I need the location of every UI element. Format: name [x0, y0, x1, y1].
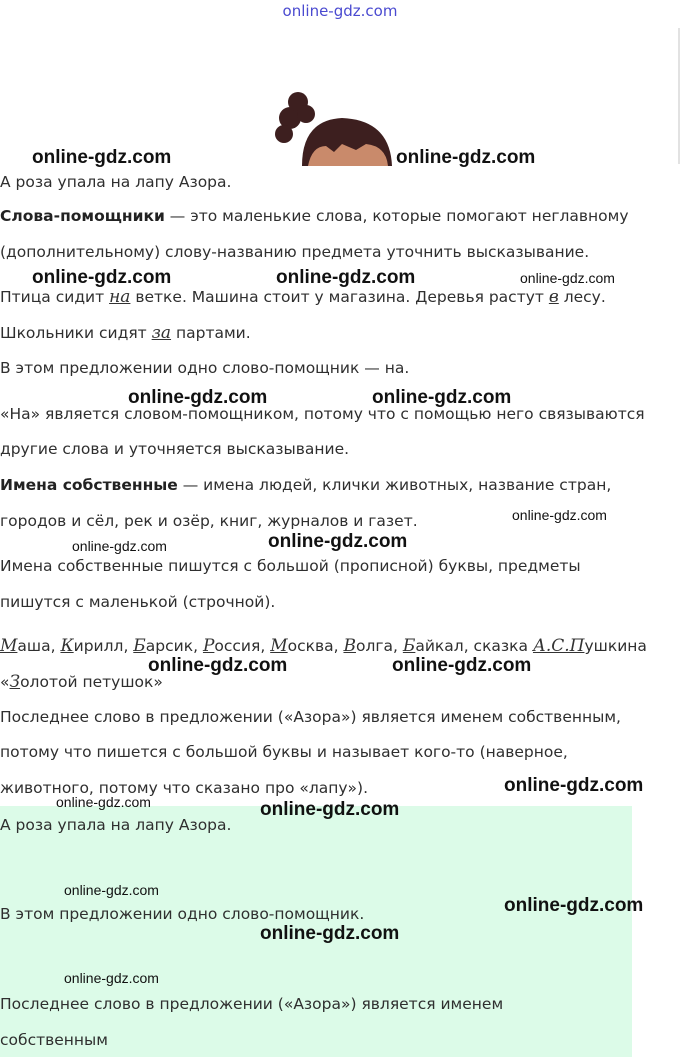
explanation-2: «На» является словом-помощником, потому что с помощью него связываются: [0, 405, 645, 423]
watermark: online-gdz.com: [396, 147, 536, 168]
watermark: online-gdz.com: [392, 655, 532, 676]
helper-word-na: на: [109, 287, 131, 307]
site-header-link[interactable]: online-gdz.com: [282, 2, 398, 20]
term-proper-names: Имена собственные: [0, 476, 178, 494]
watermark: online-gdz.com: [56, 794, 151, 810]
definition-proper-names: Имена собственные — имена людей, клички животных, название стран,: [0, 476, 612, 494]
watermark: online-gdz.com: [64, 882, 159, 898]
watermark: online-gdz.com: [128, 387, 268, 408]
example-sentence: А роза упала на лапу Азора.: [0, 173, 232, 191]
answer-1: А роза упала на лапу Азора.: [0, 816, 232, 834]
proper-names-examples-cont: «Золотой петушок»: [0, 672, 163, 692]
watermark: online-gdz.com: [148, 655, 288, 676]
answer-2: В этом предложении одно слово-помощник.: [0, 905, 365, 923]
explanation-1: В этом предложении одно слово-помощник — на.: [0, 359, 410, 377]
explanation-2-cont: другие слова и уточняется высказывание.: [0, 440, 350, 458]
helper-word-za: за: [151, 323, 172, 343]
watermark: online-gdz.com: [504, 775, 644, 796]
explanation-3-end: животного, потому что сказано про «лапу»).: [0, 779, 369, 797]
definition-helpers-cont: (дополнительному) слову-названию предмета уточнить высказывание.: [0, 243, 590, 261]
watermark: online-gdz.com: [276, 267, 416, 288]
example-helpers-1: Птица сидит на ветке. Машина стоит у магазина. Деревья растут в лесу.: [0, 287, 606, 307]
answer-3: Последнее слово в предложении («Азора») является именем: [0, 995, 504, 1013]
rule-capital-cont: пишутся с маленькой (строчной).: [0, 593, 276, 611]
rule-capital: Имена собственные пишутся с большой (прописной) буквы, предметы: [0, 557, 581, 575]
definition-helpers: Слова-помощники — это маленькие слова, которые помогают неглавному: [0, 207, 629, 225]
watermark: online-gdz.com: [32, 267, 172, 288]
watermark: online-gdz.com: [520, 270, 615, 286]
watermark: online-gdz.com: [64, 970, 159, 986]
term-helpers: Слова-помощники: [0, 207, 165, 225]
watermark: online-gdz.com: [32, 147, 172, 168]
explanation-3: Последнее слово в предложении («Азора») является именем собственным,: [0, 708, 621, 726]
helper-word-v: в: [548, 287, 559, 307]
explanation-3-cont: потому что пишется с большой буквы и называет кого-то (наверное,: [0, 743, 568, 761]
watermark: online-gdz.com: [260, 923, 400, 944]
child-head-icon: [272, 88, 400, 166]
watermark: online-gdz.com: [512, 507, 607, 523]
watermark: online-gdz.com: [504, 895, 644, 916]
example-helpers-2: Школьники сидят за партами.: [0, 323, 251, 343]
definition-proper-names-cont: городов и сёл, рек и озёр, книг, журналов и газет.: [0, 512, 418, 530]
watermark: online-gdz.com: [372, 387, 512, 408]
watermark: online-gdz.com: [72, 538, 167, 554]
answer-3-cont: собственным: [0, 1031, 108, 1049]
proper-names-examples: Маша, Кирилл, Барсик, Россия, Москва, Волга, Байкал, сказка А.С.Пушкина: [0, 636, 647, 656]
watermark: online-gdz.com: [260, 799, 400, 820]
watermark: online-gdz.com: [268, 531, 408, 552]
